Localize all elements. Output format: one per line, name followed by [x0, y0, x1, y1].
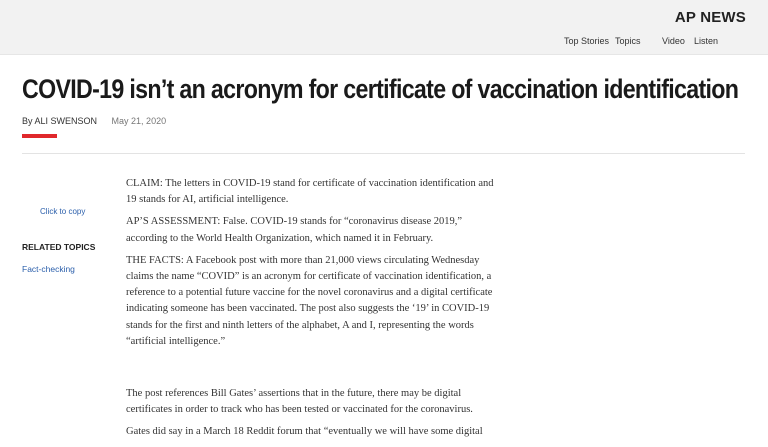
main-nav — [0, 36, 768, 50]
related-topic-link[interactable]: Fact-checking — [22, 264, 75, 274]
article-body — [126, 176, 494, 447]
related-topics-heading: RELATED TOPICS — [22, 242, 96, 252]
byline — [22, 116, 166, 126]
article-paragraph-reddit: Gates did say in a March 18 Reddit forum that “eventually we will have some digital — [126, 426, 483, 438]
header-divider — [22, 153, 745, 154]
nav-topics[interactable]: Topics — [615, 36, 641, 46]
author-name: By ALI SWENSON — [22, 116, 98, 126]
article-paragraph-facts: THE FACTS: A Facebook post with more than 21,000 views circulating Wednesday claims the name “COVID” is an acronym for certificate of vaccination identification, a reference to a potential future vaccine for the novel coronavirus and a digital certificate indicating someone has been vaccinated. The post also suggests the ‘19’ in COVID-19 stands for the first and ninth letters of the alphabet, A and I, representing the words “artificial intelligence.” — [126, 254, 493, 347]
article-paragraph-assessment: AP’S ASSESSMENT: False. COVID-19 stands for “coronavirus disease 2019,” according to the World Health Organization, which named it in February. — [126, 216, 463, 244]
article-headline: COVID-19 isn’t an acronym for certificate of vaccination identification — [22, 74, 739, 104]
publish-date: May 21, 2020 — [111, 116, 167, 126]
accent-bar — [22, 134, 57, 138]
nav-top-stories[interactable]: Top Stories — [564, 36, 610, 46]
nav-video[interactable]: Video — [662, 36, 685, 46]
nav-listen[interactable]: Listen — [694, 36, 719, 46]
site-header — [0, 0, 768, 55]
ap-news-logo[interactable]: AP NEWS — [674, 9, 746, 26]
article-paragraph-gates: The post references Bill Gates’ assertions that in the future, there may be digital certificates in order to track who has been tested or vaccinated for the coronavirus. — [126, 388, 473, 416]
copy-link-button[interactable]: Click to copy — [40, 207, 86, 216]
article-paragraph-claim: CLAIM: The letters in COVID-19 stand for certificate of vaccination identification and 19 stands for AI, artificial intelligence. — [126, 178, 494, 206]
